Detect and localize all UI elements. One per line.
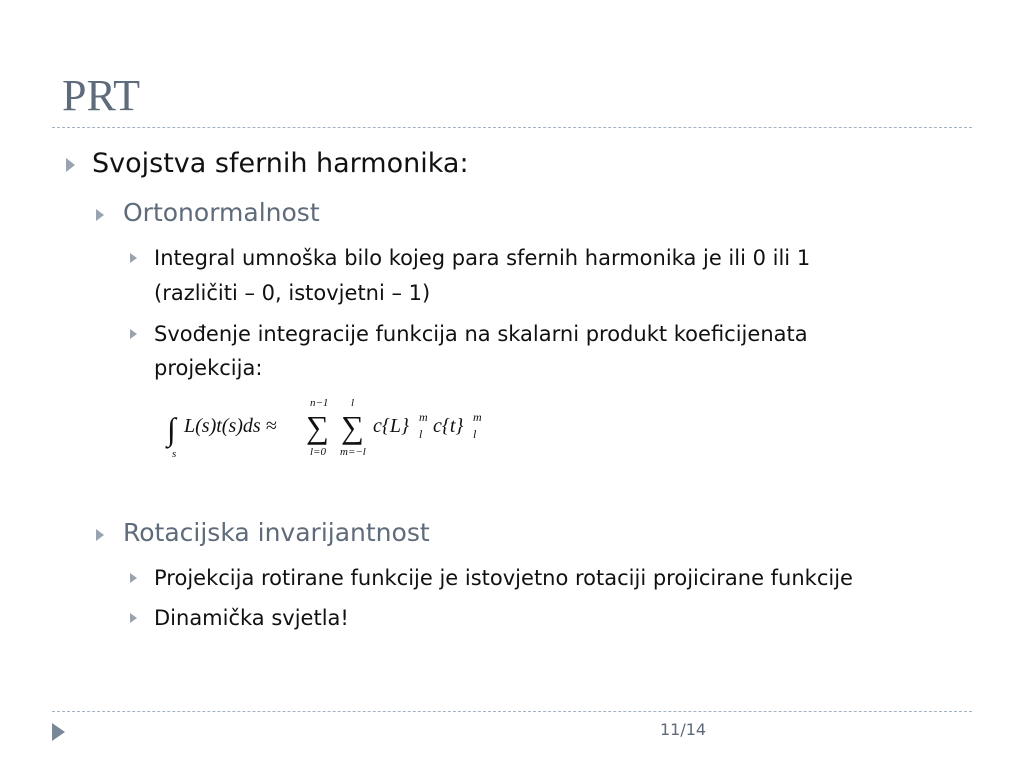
bullet-projection: Projekcija rotirane funkcije je istovjetno rotaciji projicirane funkcije: [154, 566, 853, 590]
bullet-integral-line2: (različiti – 0, istovjetni – 1): [154, 281, 431, 305]
triangle-right-icon: [66, 158, 75, 172]
sum2-sign: ∑: [341, 409, 364, 445]
sum2-upper-limit: l: [351, 397, 355, 409]
sum2-lower-limit: m=−l: [340, 446, 366, 458]
title-divider: [52, 127, 972, 128]
coef-L-superscript: m: [419, 410, 428, 424]
bullet-reduction-line1: Svođenje integracije funkcija na skalarni produkt koeficijenata: [154, 322, 808, 346]
bullet-integral-line1: Integral umnoška bilo kojeg para sfernih harmonika je ili 0 ili 1: [154, 246, 811, 270]
bullet-properties: Svojstva sfernih harmonika:: [92, 148, 469, 179]
sum1-lower-limit: l=0: [310, 446, 326, 458]
triangle-right-icon: [130, 329, 137, 339]
next-slide-arrow-icon[interactable]: [52, 723, 65, 741]
sh-product-formula: [165, 390, 495, 465]
footer-divider: [52, 711, 972, 712]
coef-L-subscript: l: [419, 427, 423, 441]
bullet-reduction-line2: projekcija:: [154, 356, 263, 380]
bullet-orthonormality: Ortonormalnost: [123, 198, 320, 227]
bullet-dynamic-lights: Dinamička svjetla!: [154, 606, 349, 630]
triangle-right-icon: [130, 253, 137, 263]
integrand: L(s)t(s)ds ≈: [184, 415, 277, 437]
coef-L: c{L}: [373, 415, 409, 437]
triangle-right-icon: [96, 529, 104, 541]
bullet-rotation-invariance: Rotacijska invarijantnost: [123, 518, 430, 547]
triangle-right-icon: [130, 613, 137, 623]
coef-t-superscript: m: [473, 410, 482, 424]
page-number: 11/14: [660, 720, 707, 739]
integral-subscript: s: [172, 448, 177, 460]
slide-title: PRT: [62, 71, 141, 120]
sum1-upper-limit: n−1: [310, 397, 329, 409]
sum1-sign: ∑: [306, 409, 329, 445]
coef-t-subscript: l: [473, 427, 477, 441]
integral-sign: ∫: [167, 411, 176, 447]
triangle-right-icon: [130, 573, 137, 583]
coef-t: c{t}: [433, 415, 464, 437]
triangle-right-icon: [96, 209, 104, 221]
